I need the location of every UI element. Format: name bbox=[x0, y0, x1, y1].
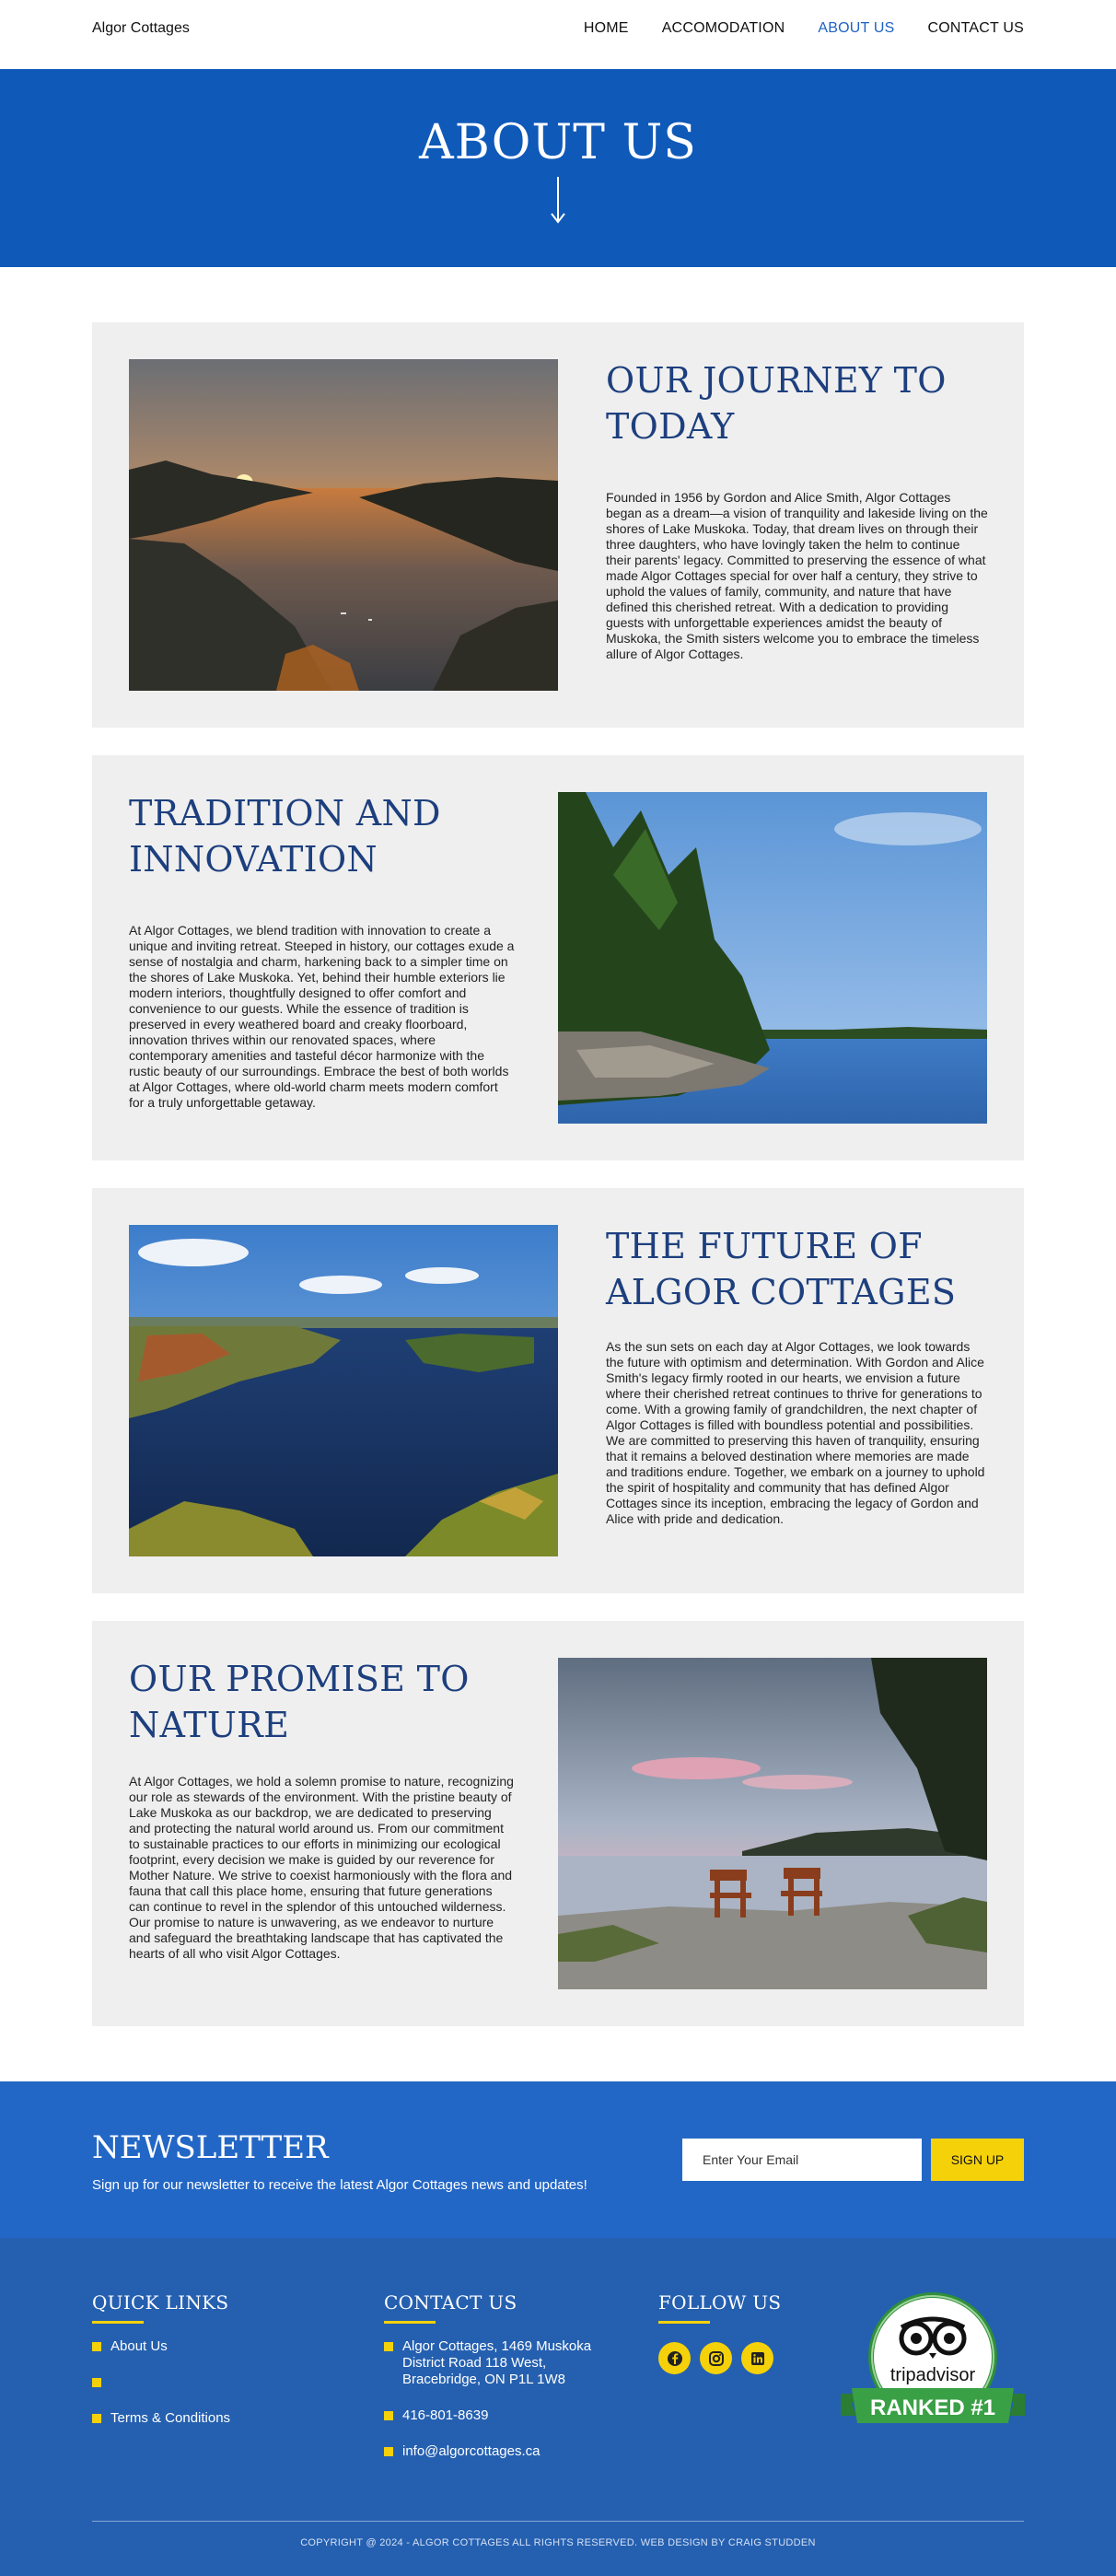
footer-divider bbox=[92, 2521, 1024, 2522]
linkedin-icon[interactable] bbox=[741, 2342, 773, 2374]
quick-link-item bbox=[92, 2410, 230, 2427]
email-input[interactable] bbox=[682, 2139, 922, 2181]
quick-link-item bbox=[92, 2374, 230, 2391]
brand-logo-link[interactable]: Algor Cottages bbox=[92, 20, 190, 36]
newsletter-section bbox=[0, 2081, 1116, 2238]
about-us-link[interactable]: About Us bbox=[110, 2338, 168, 2354]
section-title: THE FUTURE OF ALGOR COTTAGES bbox=[606, 1226, 957, 1312]
muskoka-chairs-photo bbox=[558, 1658, 987, 1989]
section-body: Founded in 1956 by Gordon and Alice Smith, Algor Cottages began as a dream—a vision of tranquility and lakeside living on the shores of Lake Muskoka. Today, that dream lives on through their three daughters, who have lovingly taken the helm to continue their parents' legacy. Committed to preserving the essence of what made Algor Cottages special for over half a century, they strive to uphold the values of family, community, and nature that have defined this cherished retreat. With a dedication to providing guests with unforgettable experiences amidst the beauty of Muskoka, the Smith sisters welcome you to embrace the timeless allure of Algor Cottages. bbox=[606, 490, 988, 661]
section-journey-copy bbox=[606, 357, 988, 662]
quick-links-column bbox=[92, 2291, 230, 2446]
sign-up-button[interactable]: SIGN UP bbox=[931, 2139, 1024, 2181]
section-body: As the sun sets on each day at Algor Cottages, we look towards the future with optimism and determination. With Gordon and Alice Smith's legacy firmly rooted in our hearts, we envision a future where their cherished retreat continues to thrive for generations to come. With a growing family of grandchildren, the next chapter of Algor Cottages is filled with boundless potential and possibilities. We are committed to preserving this haven of tranquility, ensuring that it remains a beloved destination where memories are made and traditions endure. Together, we embark on a journey to uphold the spirit of hospitality and community that has defined Algor Cottages since its inception, embracing the legacy of Gordon and Alice with pride and dedication. bbox=[606, 1339, 985, 1526]
tripadvisor-badge[interactable] bbox=[841, 2290, 1025, 2438]
contact-email bbox=[384, 2443, 614, 2460]
pine-shoreline-photo bbox=[558, 792, 987, 1124]
sunset-lake-photo bbox=[129, 359, 558, 691]
nav-home[interactable]: HOME bbox=[583, 20, 629, 36]
title-underline bbox=[384, 2321, 436, 2324]
section-tradition bbox=[92, 755, 1024, 1160]
section-nature-copy bbox=[129, 1656, 516, 1962]
section-nature bbox=[92, 1621, 1024, 2026]
contact-title: CONTACT US bbox=[384, 2291, 517, 2314]
instagram-icon[interactable] bbox=[700, 2342, 732, 2374]
site-header bbox=[0, 0, 1116, 69]
copyright-text: COPYRIGHT @ 2024 - ALGOR COTTAGES ALL RIGHTS RESERVED. WEB DESIGN BY CRAIG STUDDEN bbox=[300, 2537, 816, 2548]
follow-column bbox=[658, 2291, 781, 2374]
address-text: Algor Cottages, 1469 Muskoka District Road 118 West, Bracebridge, ON P1L 1W8 bbox=[402, 2338, 592, 2387]
page-title: ABOUT US bbox=[419, 115, 697, 170]
title-underline bbox=[92, 2321, 144, 2324]
section-tradition-copy bbox=[129, 790, 516, 1111]
bullet-icon bbox=[92, 2342, 101, 2351]
badge-brand: tripadvisor bbox=[889, 2365, 976, 2385]
nav-accomodation[interactable]: ACCOMODATION bbox=[661, 20, 785, 36]
newsletter-title: NEWSLETTER bbox=[92, 2129, 329, 2166]
section-body: At Algor Cottages, we hold a solemn promise to nature, recognizing our role as stewards of the environment. With the pristine beauty of Lake Muskoka as our backdrop, we are dedicated to preserving and protecting the natural world around us. From our commitment to sustainable practices to our efforts in minimizing our ecological footprint, every decision we make is guided by our reverence for Mother Nature. We strive to coexist harmoniously with the flora and fauna that call this place home, ensuring that future generations can continue to revel in the splendor of this untouched wilderness. Our promise to nature is unwavering, as we endeavor to nurture and safeguard the breathtaking landscape that has captivated the hearts of all who visit Algor Cottages. bbox=[129, 1774, 514, 1961]
bullet-icon bbox=[92, 2378, 101, 2387]
section-journey bbox=[92, 322, 1024, 728]
section-future bbox=[92, 1188, 1024, 1593]
quick-link-item bbox=[92, 2338, 230, 2355]
bullet-icon bbox=[384, 2342, 393, 2351]
nav-about-us[interactable]: ABOUT US bbox=[818, 20, 895, 36]
section-title: OUR PROMISE TO NATURE bbox=[129, 1659, 470, 1745]
contact-phone bbox=[384, 2407, 614, 2424]
section-title: TRADITION AND INNOVATION bbox=[129, 793, 441, 880]
autumn-lake-photo bbox=[129, 1225, 558, 1556]
nav-contact-us[interactable]: CONTACT US bbox=[927, 20, 1024, 36]
quick-links-title: QUICK LINKS bbox=[92, 2291, 229, 2314]
email-link[interactable]: info@algorcottages.ca bbox=[402, 2443, 541, 2459]
bullet-icon bbox=[384, 2411, 393, 2420]
bullet-icon bbox=[384, 2447, 393, 2456]
contact-address bbox=[384, 2338, 614, 2388]
section-future-copy bbox=[606, 1223, 988, 1527]
section-title: OUR JOURNEY TO TODAY bbox=[606, 360, 947, 447]
badge-ribbon: RANKED #1 bbox=[869, 2395, 996, 2420]
section-body: At Algor Cottages, we blend tradition with innovation to create a unique and inviting retreat. Steeped in history, our cottages exude a sense of nostalgia and charm, harkening back to a simpler time on the shores of Lake Muskoka. Yet, behind their humble exteriors lie modern interiors, thoughtfully designed to offer comfort and convenience to our guests. While the essence of tradition is preserved in every weathered board and creaky floorboard, innovation thrives within our renovated spaces, where contemporary amenities and tasteful décor harmonize with the rustic beauty of our surroundings. Embrace the best of both worlds at Algor Cottages, where old-world charm meets modern comfort for a truly unforgettable getaway. bbox=[129, 923, 515, 1110]
follow-title: FOLLOW US bbox=[658, 2291, 782, 2314]
main-nav bbox=[584, 20, 1024, 37]
site-footer bbox=[0, 2238, 1116, 2576]
terms-link[interactable]: Terms & Conditions bbox=[110, 2410, 231, 2426]
newsletter-subtitle: Sign up for our newsletter to receive the latest Algor Cottages news and updates! bbox=[92, 2177, 587, 2193]
title-underline bbox=[658, 2321, 710, 2324]
arrow-down-icon bbox=[549, 175, 567, 226]
facebook-icon[interactable] bbox=[658, 2342, 691, 2374]
contact-column bbox=[384, 2291, 614, 2479]
social-links bbox=[658, 2342, 781, 2374]
bullet-icon bbox=[92, 2414, 101, 2423]
phone-link[interactable]: 416-801-8639 bbox=[402, 2407, 489, 2423]
hero-banner bbox=[0, 69, 1116, 267]
